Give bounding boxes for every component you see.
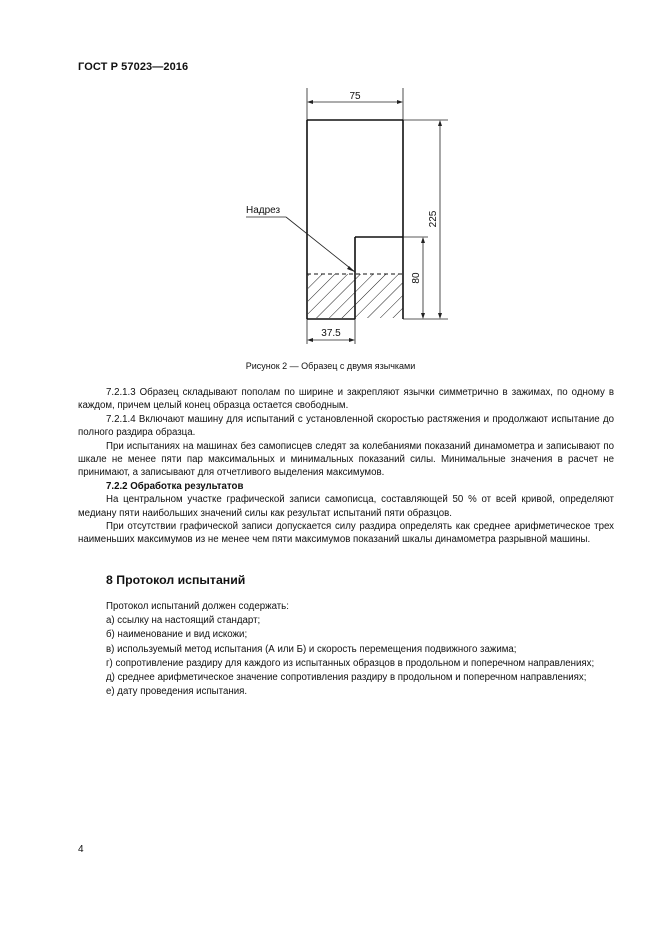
figure-caption: Рисунок 2 — Образец с двумя язычками: [245, 361, 416, 371]
paragraph: 7.2.1.4 Включают машину для испытаний с установленной скоростью растяжения и продолжают испытание до полного раздира образца.: [78, 413, 614, 439]
list-item: в) используемый метод испытания (А или Б) и скорость перемещения подвижного зажима;: [106, 643, 517, 655]
paragraph: На центральном участке графической записи самописца, составляющей 50 % от всей кривой, определяют медиану пяти наибольших значений силы как результат испытаний пяти образцов.: [78, 494, 614, 519]
paragraph: При испытаниях на машинах без самописцев следят за колебаниями показаний динамометра и записывают по шкале не менее пяти пар максимальных и минимальных показаний силы. Минимальные значения в расчет не принимают, а записывают для отчетливого выделения максимумов.: [78, 440, 614, 479]
paragraph: При отсутствии графической записи допускается силу раздира определять как среднее арифметическое трех наименьших максимумов из не менее чем пяти максимумов показаний шкалы динамометра разрывной машины.: [78, 521, 614, 546]
notch-label: Надрез: [246, 205, 281, 216]
dimension-half-label: 37.5: [321, 328, 341, 339]
dimension-width: [307, 88, 403, 120]
list-item: д) среднее арифметическое значение сопротивления раздиру в продольном и поперечном направлениях;: [106, 672, 587, 684]
paragraph: 7.2.1.3 Образец складывают пополам по ширине и закрепляют язычки симметрично в зажимах, по одному в каждом, причем целый конец образца остается свободным.: [78, 387, 614, 412]
section-8-body: [78, 600, 614, 699]
page-number: 4: [78, 844, 84, 855]
subsection-heading: 7.2.2 Обработка результатов: [106, 480, 244, 492]
dimension-half: [307, 319, 355, 344]
dimension-slit: [403, 237, 428, 319]
section-8-title: 8 Протокол испытаний: [106, 573, 246, 587]
list-item: Протокол испытаний должен содержать:: [106, 601, 289, 612]
specimen-figure: [230, 86, 460, 356]
section-7-body: [78, 386, 614, 547]
list-item: е) дату проведения испытания.: [106, 686, 248, 698]
list-item: а) ссылку на настоящий стандарт;: [106, 615, 261, 627]
dimension-height-label: 225: [428, 210, 439, 228]
list-item: г) сопротивление раздиру для каждого из испытанных образцов в продольном и поперечном направлениях;: [106, 657, 595, 669]
document-header: ГОСТ Р 57023—2016: [78, 61, 189, 73]
clamp-hatched-area: [307, 274, 403, 318]
dimension-width-label: 75: [349, 91, 361, 102]
notch-callout: [246, 205, 355, 272]
list-item: б) наименование и вид искожи;: [106, 629, 248, 641]
dimension-slit-label: 80: [411, 272, 422, 284]
dimension-height: [403, 120, 448, 319]
